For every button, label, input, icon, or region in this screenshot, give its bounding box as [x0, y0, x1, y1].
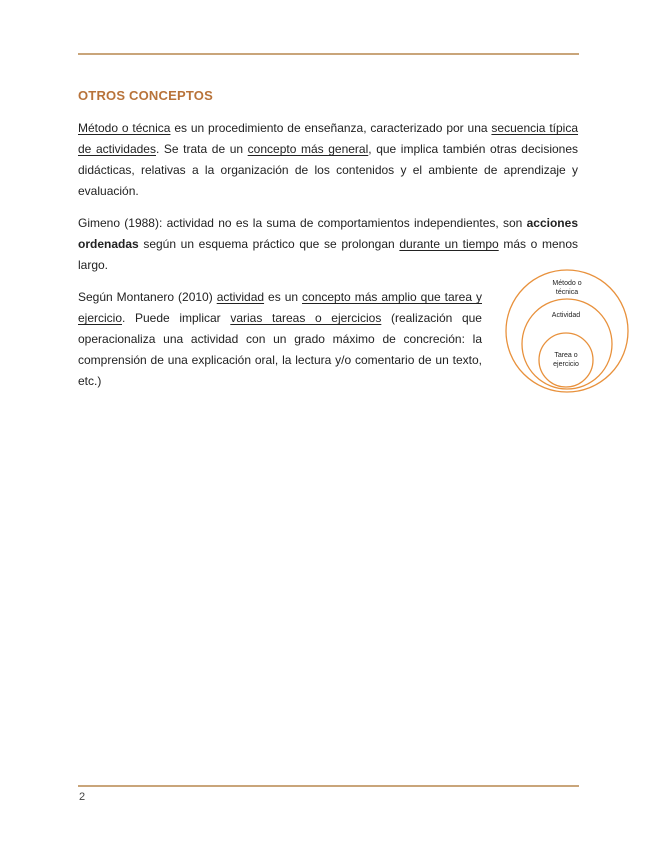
header-rule — [78, 53, 579, 55]
text-run: Según Montanero (2010) — [78, 290, 217, 304]
term-acciones-ordenadas: acciones ordenadas — [78, 216, 578, 251]
paragraph-gimeno — [78, 213, 578, 276]
term-secuencia-tipica: secuencia típica de actividades — [78, 121, 579, 156]
footer-rule — [78, 785, 579, 787]
middle-label: Actividad — [551, 312, 581, 319]
text-run: , que implica también otras decisiones didácticas, relativas a la organización de los contenidos y el ambiente de aprendizaje y evaluación. — [78, 142, 579, 198]
text-run: Gimeno (1988): actividad no es la suma de comportamientos independientes, son — [78, 216, 527, 230]
text-run: (realización que operacionaliza una actividad con un grado máximo de concreción: la comprensión de una explicación oral, la lectura y/o comentario de un texto, etc.) — [78, 311, 482, 388]
paragraph-montanero — [78, 287, 482, 392]
inner-circle — [539, 333, 593, 387]
term-actividad: actividad — [216, 290, 265, 304]
inner-label-line2: ejercicio — [553, 361, 579, 368]
text-run: . Se trata de un — [155, 142, 248, 156]
term-durante-un-tiempo: durante un tiempo — [399, 237, 499, 251]
text-run: . Puede implicar — [122, 311, 231, 325]
text-run: es un procedimiento de enseñanza, caracterizado por una — [170, 121, 492, 135]
term-varias-tareas: varias tareas o ejercicios — [230, 311, 382, 325]
page-number: 2 — [79, 791, 86, 803]
term-metodo-tecnica: Método o técnica — [78, 121, 171, 135]
outer-label-line1: Método o — [552, 280, 582, 287]
text-run: es un — [264, 290, 303, 304]
section-heading: OTROS CONCEPTOS — [78, 88, 213, 103]
text-run: más o menos largo. — [78, 237, 578, 272]
inner-label-line1: Tarea o — [554, 352, 578, 359]
text-run: según un esquema práctico que se prolongan — [138, 237, 400, 251]
paragraph-metodo — [78, 118, 578, 202]
term-concepto-amplio: concepto más amplio que tarea y ejercicio — [78, 290, 482, 325]
outer-label-line2: técnica — [555, 289, 579, 296]
term-concepto-general: concepto más general — [247, 142, 369, 156]
concept-circles-diagram — [504, 268, 630, 394]
